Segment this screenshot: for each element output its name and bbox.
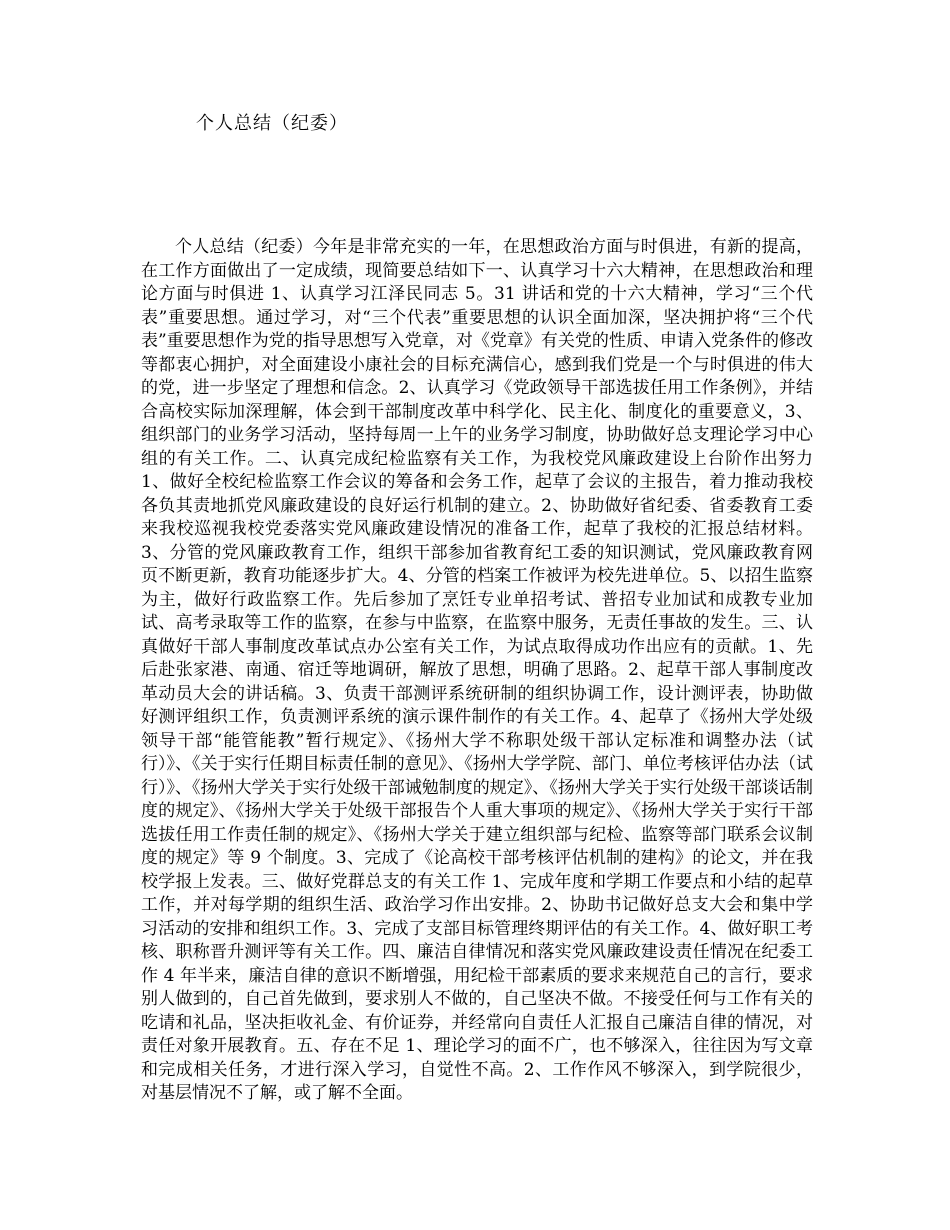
document-body-paragraph: 个人总结（纪委）今年是非常充实的一年，在思想政治方面与时俱进，有新的提高，在工作方面做出了一定成绩，现简要总结如下一、认真学习十六大精神，在思想政治和理论方面与时俱进 1、认真学习江泽民同志 5。31 讲话和党的十六大精神，学习“三个代表”重要思想。通过学习，对“三个代表”重要思想的认识全面加深，坚决拥护将“三个代表”重要思想作为党的指导思想写入党章，对《党章》有关党的性质、申请入党条件的修改等都衷心拥护，对全面建设小康社会的目标充满信心，感到我们党是一个与时俱进的伟大的党，进一步坚定了理想和信念。2、认真学习《党政领导干部选拔任用工作条例》，并结合高校实际加深理解，体会到干部制度改革中科学化、民主化、制度化的重要意义，3、组织部门的业务学习活动，坚持每周一上午的业务学习制度，协助做好总支理论学习中心组的有关工作。二、认真完成纪检监察有关工作，为我校党风廉政建设上台阶作出努力 1、做好全校纪检监察工作会议的筹备和会务工作，起草了会议的主报告，着力推动我校各负其责地抓党风廉政建设的良好运行机制的建立。2、协助做好省纪委、省委教育工委来我校巡视我校党委落实党风廉政建设情况的准备工作，起草了我校的汇报总结材料。3、分管的党风廉政教育工作，组织干部参加省教育纪工委的知识测试，党风廉政教育网页不断更新，教育功能逐步扩大。4、分管的档案工作被评为校先进单位。5、以招生监察为主，做好行政监察工作。先后参加了烹饪专业单招考试、普招专业加试和成教专业加试、高考录取等工作的监察，在参与中监察，在监察中服务，无责任事故的发生。三、认真做好干部人事制度改革试点办公室有关工作，为试点取得成功作出应有的贡献。1、先后赴张家港、南通、宿迁等地调研，解放了思想，明确了思路。2、起草干部人事制度改革动员大会的讲话稿。3、负责干部测评系统研制的组织协调工作，设计测评表，协助做好测评组织工作，负责测评系统的演示课件制作的有关工作。4、起草了《扬州大学处级领导干部“能管能教”暂行规定》、《扬州大学不称职处级干部认定标准和调整办法（试行）》、《关于实行任期目标责任制的意见》、《扬州大学学院、部门、单位考核评估办法（试行）》、《扬州大学关于实行处级干部诫勉制度的规定》、《扬州大学关于实行处级干部谈话制度的规定》、《扬州大学关于处级干部报告个人重大事项的规定》、《扬州大学关于实行干部选拔任用工作责任制的规定》、《扬州大学关于建立组织部与纪检、监察等部门联系会议制度的规定》等 9 个制度。3、完成了《论高校干部考核评估机制的建构》的论文，并在我校学报上发表。三、做好党群总支的有关工作 1、完成年度和学期工作要点和小结的起草工作，并对每学期的组织生活、政治学习作出安排。2、协助书记做好总支大会和集中学习活动的安排和组织工作。3、完成了支部目标管理终期评估的有关工作。4、做好职工考核、职称晋升测评等有关工作。四、廉洁自律情况和落实党风廉政建设责任情况在纪委工作 4 年半来，廉洁自律的意识不断增强，用纪检干部素质的要求来规范自己的言行，要求别人做到的，自己首先做到，要求别人不做的，自己坚决不做。不接受任何与工作有关的吃请和礼品，坚决拒收礼金、有价证券，并经常向自责任人汇报自己廉洁自律的情况，对责任对象开展教育。五、存在不足 1、理论学习的面不广，也不够深入，往往因为写文章和完成相关任务，才进行深入学习，自觉性不高。2、工作作风不够深入，到学院很少，对基层情况不了解，或了解不全面。 (141, 237, 813, 1103)
document-title: 个人总结（纪委） (196, 113, 348, 134)
